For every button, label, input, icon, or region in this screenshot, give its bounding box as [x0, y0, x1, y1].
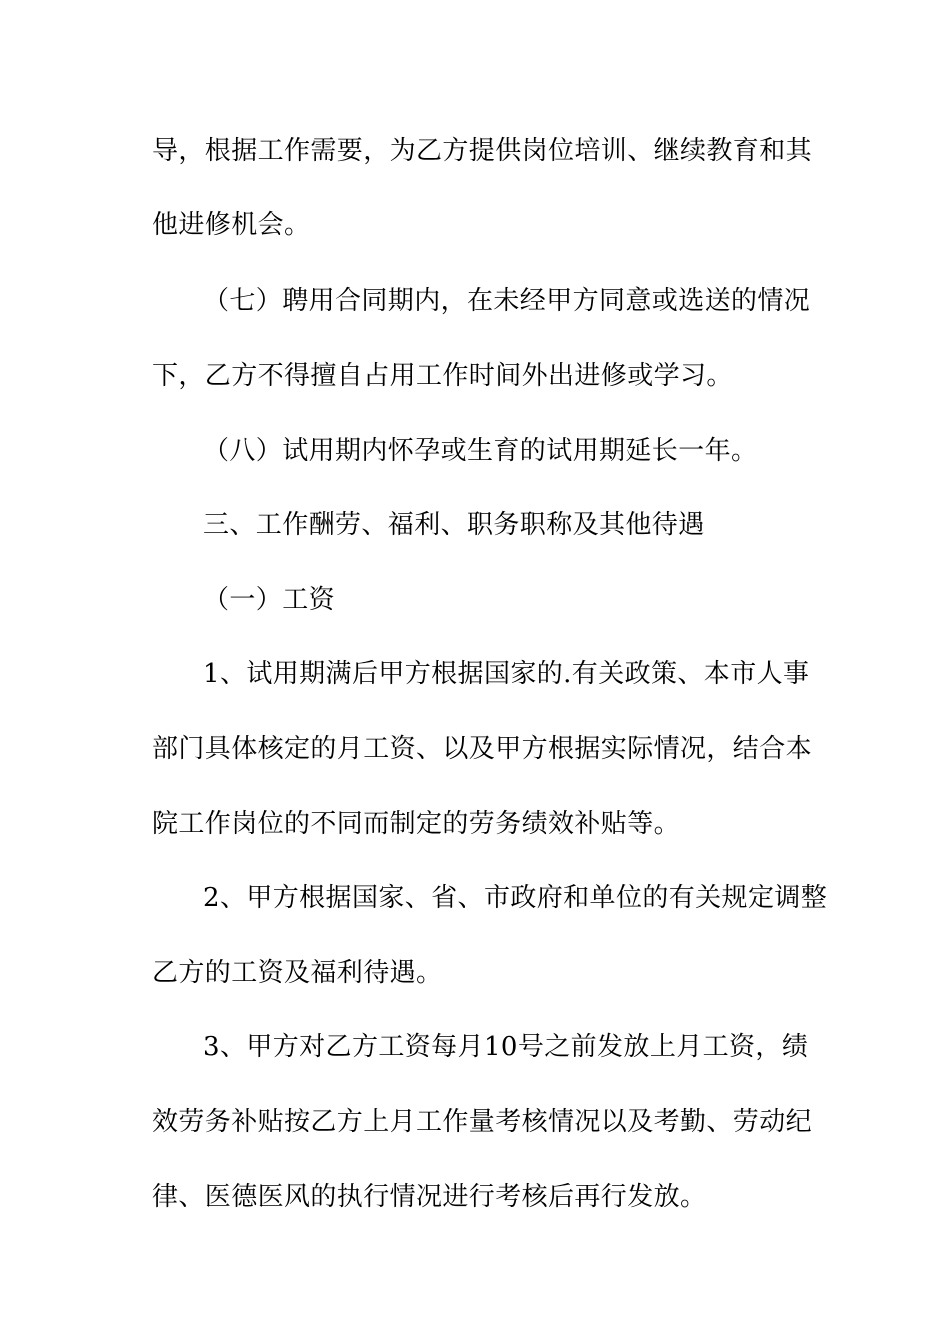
item-1-line-1: 1、试用期满后甲方根据国家的.有关政策、本市人事 — [203, 659, 810, 689]
text-line-1: 导，根据工作需要，为乙方提供岗位培训、继续教育和其 — [152, 136, 813, 166]
clause-7-line-1: （七）聘用合同期内，在未经甲方同意或选送的情况 — [203, 286, 811, 316]
item-3-line-2: 效劳务补贴按乙方上月工作量考核情况以及考勤、劳动纪 — [152, 1107, 813, 1137]
section-3-heading: 三、工作酬劳、福利、职务职称及其他待遇 — [203, 510, 705, 540]
subsection-1-heading: （一）工资 — [203, 585, 336, 615]
clause-8-line: （八）试用期内怀孕或生育的试用期延长一年。 — [203, 436, 758, 466]
clause-7-line-2: 下，乙方不得擅自占用工作时间外出进修或学习。 — [152, 361, 733, 391]
item-2-line-2: 乙方的工资及福利待遇。 — [152, 958, 443, 988]
text-line-2: 他进修机会。 — [152, 210, 311, 240]
item-1-line-3: 院工作岗位的不同而制定的劳务绩效补贴等。 — [152, 809, 681, 839]
item-2-line-1: 2、甲方根据国家、省、市政府和单位的有关规定调整 — [203, 883, 828, 913]
item-3-line-1: 3、甲方对乙方工资每月10号之前发放上月工资，绩 — [203, 1032, 809, 1062]
item-1-line-2: 部门具体核定的月工资、以及甲方根据实际情况，结合本 — [152, 734, 813, 764]
item-3-line-3: 律、医德医风的执行情况进行考核后再行发放。 — [152, 1182, 707, 1212]
